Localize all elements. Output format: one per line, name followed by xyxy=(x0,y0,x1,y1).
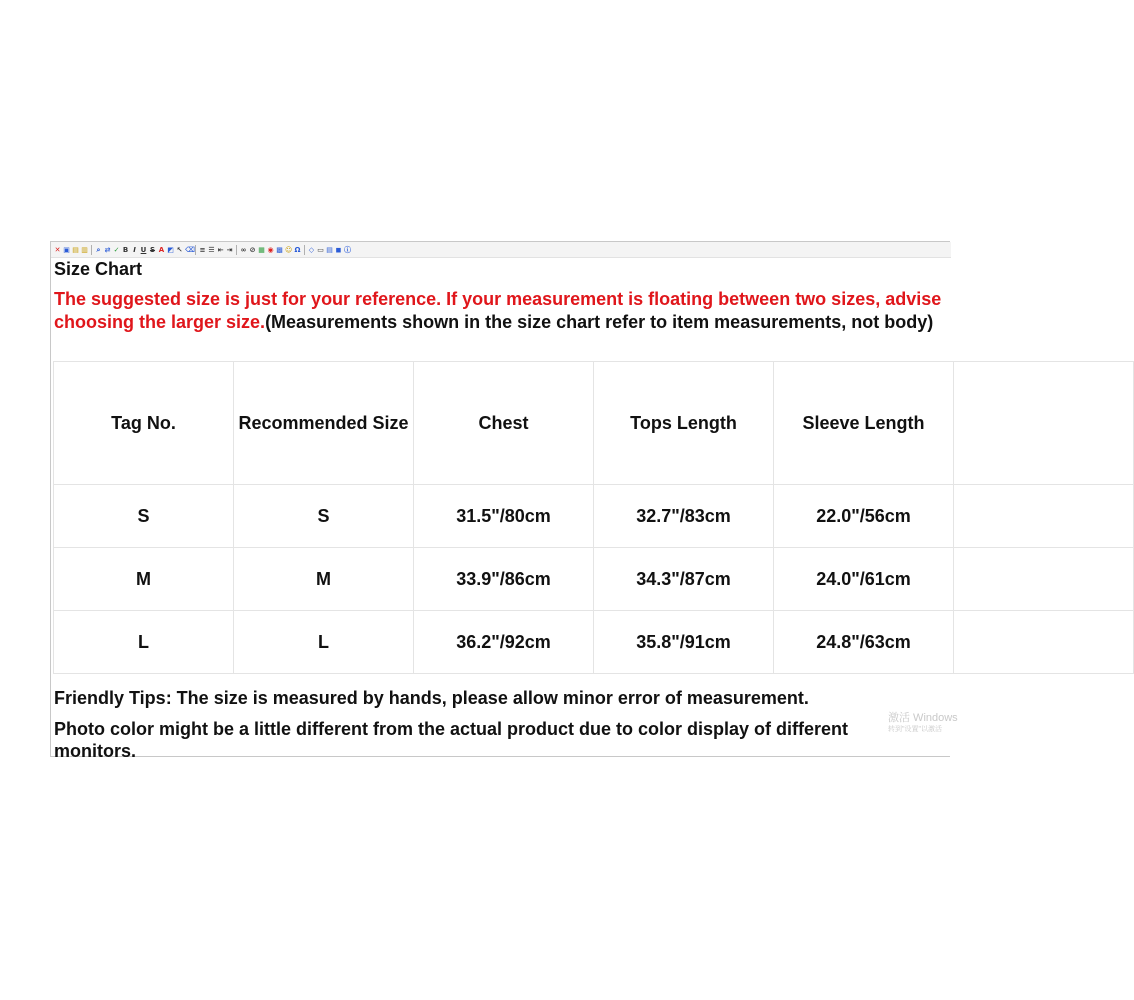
size-notice xyxy=(54,288,944,334)
close-icon[interactable]: ✕ xyxy=(54,245,61,254)
editor-toolbar xyxy=(51,242,951,258)
cell-tag-no: M xyxy=(54,548,234,611)
cell-sleeve-length: 24.0"/61cm xyxy=(774,548,954,611)
cell-empty xyxy=(954,611,1134,674)
select-all-icon[interactable]: ↖ xyxy=(176,245,183,254)
tip-measurement: Friendly Tips: The size is measured by hands, please allow minor error of measurement. xyxy=(54,688,809,708)
editor-frame xyxy=(50,241,958,761)
cell-recommended-size: L xyxy=(234,611,414,674)
header-recommended-size xyxy=(234,362,414,485)
toolbar-separator xyxy=(195,245,196,255)
size-notice-warning: The suggested size is just for your reference. If your measurement is floating between two sizes, advise choosing the larger size. xyxy=(54,289,942,332)
watermark-line2: 转到"设置"以激活 xyxy=(888,726,942,733)
header-tag-no: Tag No. xyxy=(54,362,234,485)
flash-icon[interactable]: ◉ xyxy=(267,245,274,254)
underline-icon[interactable]: U xyxy=(140,245,147,254)
friendly-tips xyxy=(54,687,958,762)
cell-chest: 31.5"/80cm xyxy=(414,485,594,548)
unordered-list-icon[interactable]: ☰ xyxy=(208,245,215,254)
table-row xyxy=(54,611,1134,674)
table-row xyxy=(54,548,1134,611)
table-row xyxy=(54,485,1134,548)
table-header-row xyxy=(54,362,1134,485)
cell-recommended-size: M xyxy=(234,548,414,611)
spellcheck-icon[interactable]: ✓ xyxy=(113,245,120,254)
windows-activation-watermark xyxy=(888,712,958,735)
indent-icon[interactable]: ⇥ xyxy=(226,245,233,254)
toolbar-separator xyxy=(91,245,92,255)
size-chart-title: Size Chart xyxy=(54,259,143,279)
cell-chest: 33.9"/86cm xyxy=(414,548,594,611)
maximize-icon[interactable]: ◼ xyxy=(335,245,342,254)
cell-tops-length: 32.7"/83cm xyxy=(594,485,774,548)
smiley-icon[interactable]: ☺ xyxy=(285,245,293,254)
cell-recommended-size: S xyxy=(234,485,414,548)
image-icon[interactable]: ▦ xyxy=(258,245,265,254)
info-icon[interactable]: ⓘ xyxy=(344,245,351,254)
source-icon[interactable]: ◇ xyxy=(308,245,315,254)
italic-icon[interactable]: I xyxy=(133,245,136,254)
paste-text-icon[interactable]: ▥ xyxy=(81,245,88,254)
cell-sleeve-length: 24.8"/63cm xyxy=(774,611,954,674)
header-empty xyxy=(954,362,1134,485)
cell-tag-no: L xyxy=(54,611,234,674)
size-notice-note: (Measurements shown in the size chart refer to item measurements, not body) xyxy=(265,312,934,332)
preview-icon[interactable]: ▭ xyxy=(317,245,324,254)
unlink-icon[interactable]: ⊘ xyxy=(249,245,256,254)
toolbar-separator xyxy=(304,245,305,255)
cell-empty xyxy=(954,485,1134,548)
tip-photo-color: Photo color might be a little different from the actual product due to color display of different monitors. xyxy=(54,719,849,761)
outdent-icon[interactable]: ⇤ xyxy=(217,245,224,254)
cell-sleeve-length: 22.0"/56cm xyxy=(774,485,954,548)
link-icon[interactable]: ∞ xyxy=(240,245,247,254)
text-color-icon[interactable]: A xyxy=(158,245,165,254)
cell-tag-no: S xyxy=(54,485,234,548)
size-table xyxy=(53,361,1134,674)
remove-format-icon[interactable]: ⌫ xyxy=(185,245,195,254)
table-icon[interactable]: ▩ xyxy=(276,245,283,254)
highlight-icon[interactable]: ◩ xyxy=(167,245,174,254)
template-icon[interactable]: ▤ xyxy=(326,245,333,254)
watermark-line1: 激活 Windows xyxy=(888,712,958,724)
strikethrough-icon[interactable]: S xyxy=(149,245,156,254)
cell-chest: 36.2"/92cm xyxy=(414,611,594,674)
special-char-icon[interactable]: Ω xyxy=(294,245,301,254)
header-chest: Chest xyxy=(414,362,594,485)
header-recommended-size-label: Recommended Size xyxy=(238,413,409,433)
header-sleeve-length: Sleeve Length xyxy=(774,362,954,485)
replace-icon[interactable]: ⇄ xyxy=(104,245,111,254)
ordered-list-icon[interactable]: ≡ xyxy=(199,245,206,254)
cell-tops-length: 35.8"/91cm xyxy=(594,611,774,674)
bold-icon[interactable]: B xyxy=(122,245,129,254)
toolbar-separator xyxy=(236,245,237,255)
find-icon[interactable]: ⌕ xyxy=(96,245,101,254)
cell-empty xyxy=(954,548,1134,611)
cell-tops-length: 34.3"/87cm xyxy=(594,548,774,611)
paste-icon[interactable]: ▤ xyxy=(72,245,79,254)
header-tops-length: Tops Length xyxy=(594,362,774,485)
copy-icon[interactable]: ▣ xyxy=(63,245,70,254)
